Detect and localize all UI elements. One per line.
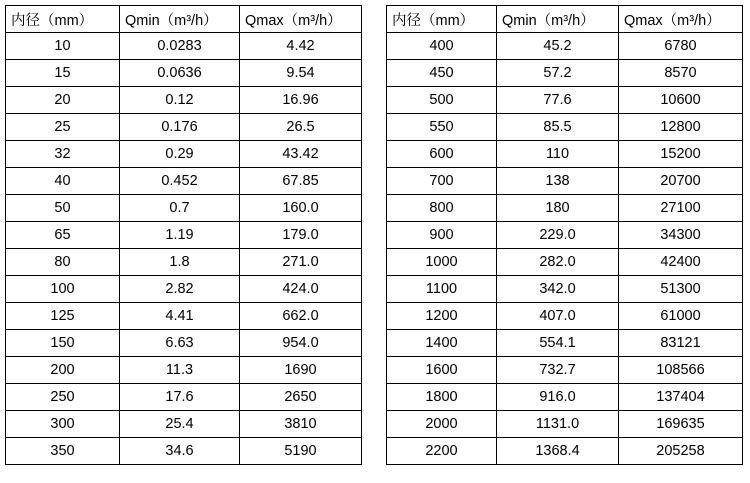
cell-inner-diameter: 2000: [387, 411, 497, 438]
cell-inner-diameter: 500: [387, 87, 497, 114]
cell-qmin: 11.3: [120, 357, 240, 384]
table-row: [387, 249, 743, 276]
cell-inner-diameter: 32: [6, 141, 120, 168]
cell-qmax: 424.0: [240, 276, 362, 303]
cell-qmin: 34.6: [120, 438, 240, 465]
cell-qmax: 26.5: [240, 114, 362, 141]
cell-qmax: 10600: [619, 87, 743, 114]
cell-inner-diameter: 1000: [387, 249, 497, 276]
cell-inner-diameter: 200: [6, 357, 120, 384]
cell-qmin: 0.0636: [120, 60, 240, 87]
cell-inner-diameter: 350: [6, 438, 120, 465]
cell-inner-diameter: 80: [6, 249, 120, 276]
table-row: [387, 60, 743, 87]
cell-qmin: 1.8: [120, 249, 240, 276]
cell-inner-diameter: 1100: [387, 276, 497, 303]
table-row: [6, 303, 362, 330]
cell-qmin: 229.0: [497, 222, 619, 249]
table-row: [6, 168, 362, 195]
cell-qmax: 67.85: [240, 168, 362, 195]
table-row: [387, 87, 743, 114]
cell-qmin: 17.6: [120, 384, 240, 411]
cell-qmin: 45.2: [497, 33, 619, 60]
cell-qmax: 12800: [619, 114, 743, 141]
table-row: [6, 33, 362, 60]
cell-qmin: 57.2: [497, 60, 619, 87]
column-header-qmin: Qmin（m³/h）: [120, 6, 240, 33]
cell-inner-diameter: 100: [6, 276, 120, 303]
table-row: [6, 357, 362, 384]
table-header-row: [6, 6, 362, 33]
table-row: [6, 249, 362, 276]
cell-inner-diameter: 1400: [387, 330, 497, 357]
cell-qmin: 407.0: [497, 303, 619, 330]
cell-qmin: 1.19: [120, 222, 240, 249]
table-row: [6, 195, 362, 222]
cell-qmax: 954.0: [240, 330, 362, 357]
cell-qmax: 20700: [619, 168, 743, 195]
table-row: [6, 141, 362, 168]
column-header-inner-diameter: 内径（mm）: [6, 6, 120, 33]
cell-inner-diameter: 700: [387, 168, 497, 195]
cell-qmax: 6780: [619, 33, 743, 60]
cell-qmin: 110: [497, 141, 619, 168]
table-row: [387, 33, 743, 60]
flow-rate-table-left: [5, 5, 362, 465]
column-header-qmax: Qmax（m³/h）: [240, 6, 362, 33]
table-row: [6, 87, 362, 114]
cell-qmin: 180: [497, 195, 619, 222]
cell-inner-diameter: 65: [6, 222, 120, 249]
table-row: [387, 438, 743, 465]
table-row: [387, 222, 743, 249]
cell-qmin: 1368.4: [497, 438, 619, 465]
column-header-qmax: Qmax（m³/h）: [619, 6, 743, 33]
table-row: [6, 222, 362, 249]
cell-qmin: 342.0: [497, 276, 619, 303]
table-row: [6, 60, 362, 87]
cell-inner-diameter: 15: [6, 60, 120, 87]
cell-inner-diameter: 450: [387, 60, 497, 87]
cell-qmin: 4.41: [120, 303, 240, 330]
cell-qmin: 2.82: [120, 276, 240, 303]
cell-inner-diameter: 40: [6, 168, 120, 195]
cell-qmax: 3810: [240, 411, 362, 438]
cell-inner-diameter: 50: [6, 195, 120, 222]
cell-qmax: 1690: [240, 357, 362, 384]
table-row: [387, 276, 743, 303]
cell-qmin: 0.176: [120, 114, 240, 141]
table-row: [387, 141, 743, 168]
cell-qmax: 51300: [619, 276, 743, 303]
table-row: [6, 330, 362, 357]
cell-qmax: 160.0: [240, 195, 362, 222]
table-header-row: [387, 6, 743, 33]
cell-qmin: 0.452: [120, 168, 240, 195]
cell-qmin: 554.1: [497, 330, 619, 357]
table-row: [387, 357, 743, 384]
cell-qmin: 25.4: [120, 411, 240, 438]
cell-inner-diameter: 2200: [387, 438, 497, 465]
cell-qmax: 83121: [619, 330, 743, 357]
cell-qmax: 43.42: [240, 141, 362, 168]
cell-qmax: 16.96: [240, 87, 362, 114]
cell-qmax: 662.0: [240, 303, 362, 330]
table-row: [387, 411, 743, 438]
cell-qmax: 205258: [619, 438, 743, 465]
cell-qmin: 77.6: [497, 87, 619, 114]
table-row: [387, 384, 743, 411]
cell-inner-diameter: 10: [6, 33, 120, 60]
cell-qmax: 4.42: [240, 33, 362, 60]
cell-inner-diameter: 1600: [387, 357, 497, 384]
table-row: [6, 438, 362, 465]
table-row: [6, 276, 362, 303]
cell-qmin: 138: [497, 168, 619, 195]
cell-qmax: 9.54: [240, 60, 362, 87]
cell-inner-diameter: 300: [6, 411, 120, 438]
cell-inner-diameter: 1200: [387, 303, 497, 330]
cell-qmax: 27100: [619, 195, 743, 222]
table-row: [387, 195, 743, 222]
cell-qmin: 0.29: [120, 141, 240, 168]
table-row: [6, 114, 362, 141]
column-header-qmin: Qmin（m³/h）: [497, 6, 619, 33]
cell-qmin: 282.0: [497, 249, 619, 276]
cell-inner-diameter: 800: [387, 195, 497, 222]
cell-qmin: 85.5: [497, 114, 619, 141]
cell-inner-diameter: 25: [6, 114, 120, 141]
cell-inner-diameter: 20: [6, 87, 120, 114]
cell-qmin: 1131.0: [497, 411, 619, 438]
cell-qmax: 169635: [619, 411, 743, 438]
cell-qmax: 271.0: [240, 249, 362, 276]
table-row: [6, 411, 362, 438]
cell-qmax: 34300: [619, 222, 743, 249]
cell-inner-diameter: 900: [387, 222, 497, 249]
cell-inner-diameter: 1800: [387, 384, 497, 411]
cell-qmax: 179.0: [240, 222, 362, 249]
cell-qmax: 108566: [619, 357, 743, 384]
cell-qmin: 0.12: [120, 87, 240, 114]
cell-inner-diameter: 250: [6, 384, 120, 411]
table-row: [387, 303, 743, 330]
cell-qmin: 0.7: [120, 195, 240, 222]
cell-inner-diameter: 600: [387, 141, 497, 168]
cell-inner-diameter: 125: [6, 303, 120, 330]
cell-qmax: 8570: [619, 60, 743, 87]
table-row: [387, 330, 743, 357]
flow-rate-table-right: [386, 5, 743, 465]
cell-qmin: 0.0283: [120, 33, 240, 60]
cell-qmax: 15200: [619, 141, 743, 168]
cell-qmax: 42400: [619, 249, 743, 276]
table-row: [6, 384, 362, 411]
cell-inner-diameter: 150: [6, 330, 120, 357]
table-row: [387, 114, 743, 141]
cell-qmin: 916.0: [497, 384, 619, 411]
cell-qmax: 61000: [619, 303, 743, 330]
cell-inner-diameter: 400: [387, 33, 497, 60]
cell-qmax: 5190: [240, 438, 362, 465]
cell-qmax: 2650: [240, 384, 362, 411]
cell-qmin: 6.63: [120, 330, 240, 357]
column-header-inner-diameter: 内径（mm）: [387, 6, 497, 33]
cell-qmax: 137404: [619, 384, 743, 411]
cell-qmin: 732.7: [497, 357, 619, 384]
cell-inner-diameter: 550: [387, 114, 497, 141]
table-row: [387, 168, 743, 195]
